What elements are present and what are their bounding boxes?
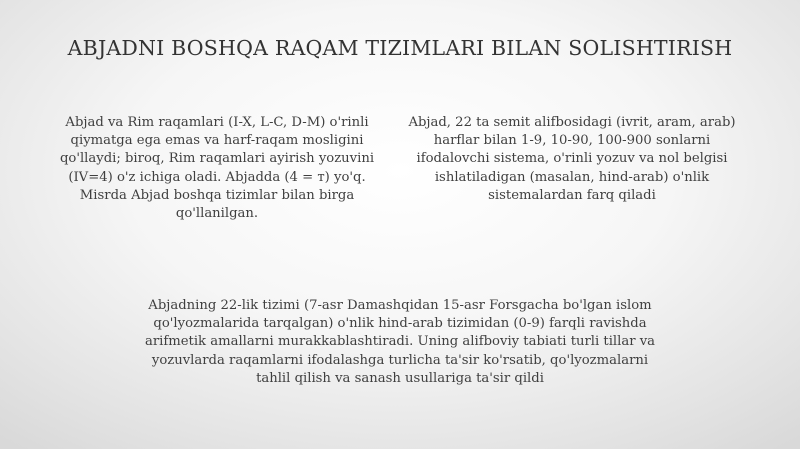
left-text-block: Abjad va Rim raqamlari (I-X, L-C, D-M) o'rinli qiymatga ega emas va harf-raqam mosligini qo'llaydi; biroq, Rim raqamlari ayirish yozuvini (IV=4) o'z ichiga oladi. Abjadda (4 = т) yo'q. Misrda Abjad boshqa tizimlar bilan birga qo'llanilgan.	[59, 115, 375, 222]
right-text-block: Abjad, 22 ta semit alifbosidagi (ivrit, aram, arab) harflar bilan 1-9, 10-90, 100-900 sonlarni ifodalovchi sistema, o'rinli yozuv va nol belgisi ishlatiladigan (masalan, hind-arab) o'nlik sistemalardan farq qiladi	[408, 115, 736, 203]
slide-title: ABJADNI BOSHQA RAQAM TIZIMLARI BILAN SOLISHTIRISH	[67, 36, 733, 60]
bottom-text-block: Abjadning 22-lik tizimi (7-asr Damashqidan 15-asr Forsgacha bo'lgan islom qo'lyozmalarida tarqalgan) o'nlik hind-arab tizimidan (0-9) farqli ravishda arifmetik amallarni murakkablashtiradi. Uning alifboviy tabiati turli tillar va yozuvlarda raqamlarni ifodalashga turlicha ta'sir ko'rsatib, qo'lyozmalarni tahlil qilish va sanash usullariga ta'sir qildi	[144, 298, 656, 386]
